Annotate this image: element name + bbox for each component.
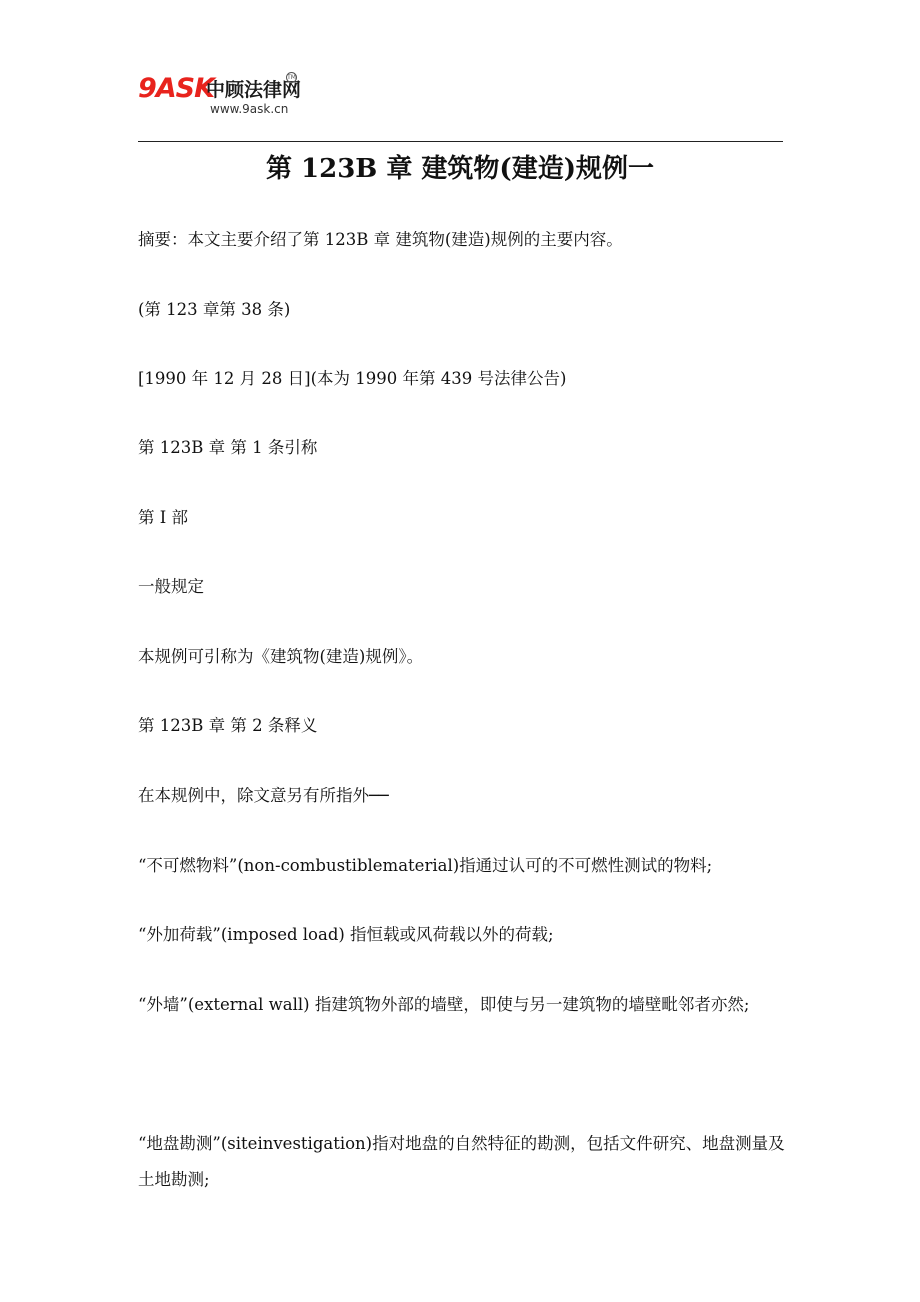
logo-mark: 9ASK <box>138 73 215 104</box>
paragraph: 第 123B 章 第 1 条引称 <box>138 438 318 457</box>
paragraph: 在本规例中，除文意另有所指外── <box>138 786 389 805</box>
paragraph: “不可燃物料”(non-combustiblematerial)指通过认可的不可燃性测试的物料; <box>138 856 713 875</box>
logo-url: www.9ask.cn <box>210 102 289 116</box>
logo-brand-name: 中顾法律网 <box>206 79 302 101</box>
document-title: 第 123B 章 建筑物(建造)规例一 <box>265 154 654 184</box>
paragraph: “外墙”(external wall) 指建筑物外部的墙壁，即使与另一建筑物的墙壁毗邻者亦然; <box>138 995 750 1014</box>
paragraph: “外加荷载”(imposed load) 指恒载或风荷载以外的荷载; <box>138 925 554 944</box>
site-logo[interactable] <box>138 72 338 120</box>
header-divider <box>138 141 783 142</box>
paragraph: 一般规定 <box>138 577 204 596</box>
trademark-icon: TM <box>287 74 296 81</box>
paragraph: 本规例可引称为《建筑物(建造)规例》。 <box>138 647 424 666</box>
paragraph-abstract: 摘要：本文主要介绍了第 123B 章 建筑物(建造)规例的主要内容。 <box>138 230 623 249</box>
paragraph: [1990 年 12 月 28 日](本为 1990 年第 439 号法律公告) <box>138 369 567 388</box>
paragraph: “地盘勘测”(siteinvestigation)指对地盘的自然特征的勘测，包括文件研究、地盘测量及土地勘测; <box>138 1134 785 1189</box>
paragraph: 第 123B 章 第 2 条释义 <box>138 716 318 735</box>
paragraph: 第 I 部 <box>138 508 189 527</box>
paragraph: (第 123 章第 38 条) <box>138 300 291 319</box>
